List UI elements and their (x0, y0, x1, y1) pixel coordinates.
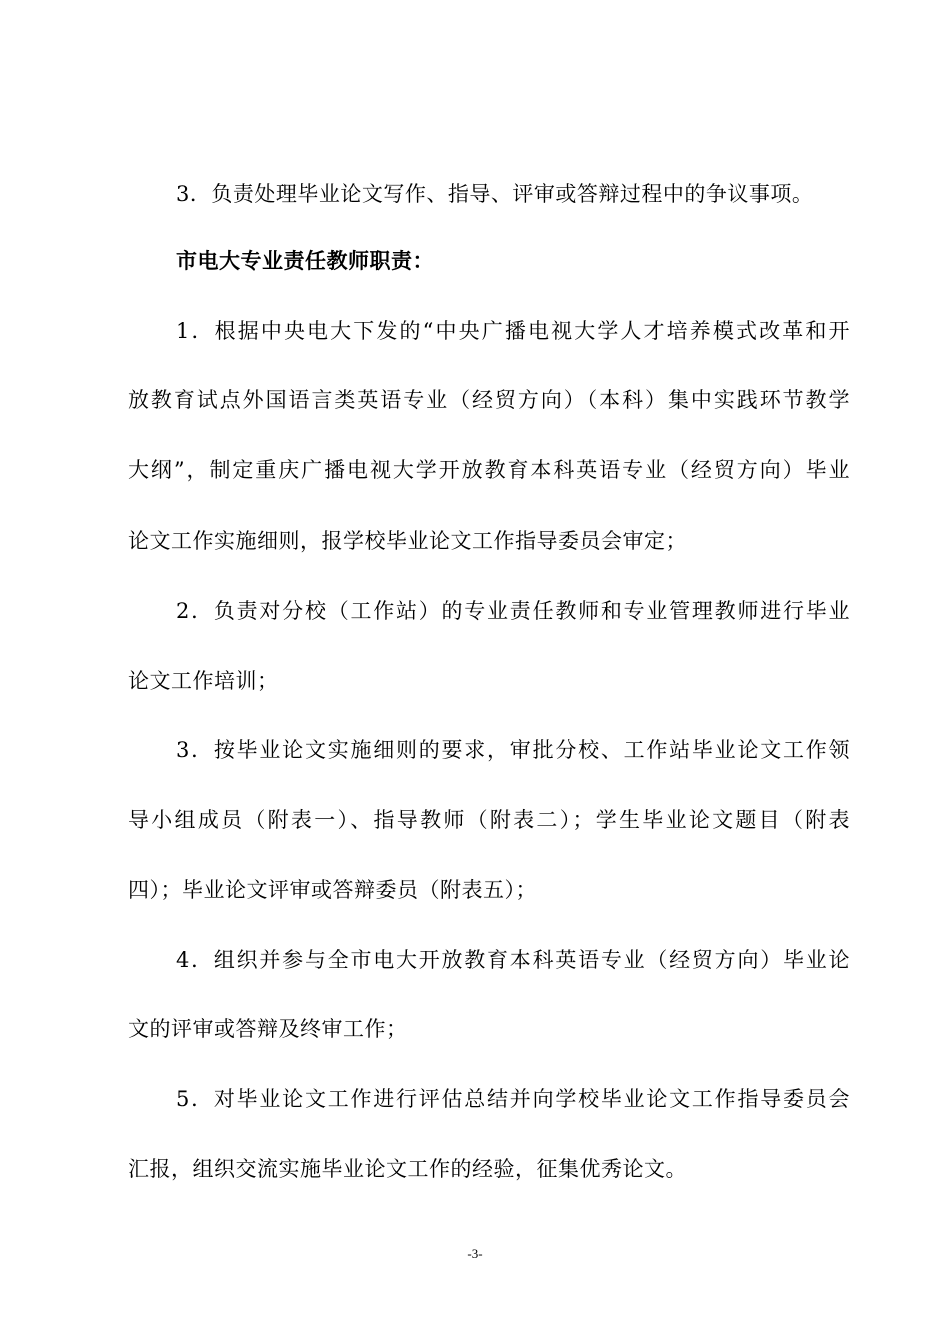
paragraph-line-13: 文的评审或答辩及终审工作； (128, 1017, 408, 1041)
paragraph-line-8: 论文工作培训； (128, 669, 279, 693)
paragraph-line-14: 5．对毕业论文工作进行评估总结并向学校毕业论文工作指导委员会 (176, 1087, 850, 1111)
paragraph-line-12: 4．组织并参与全市电大开放教育本科英语专业（经贸方向）毕业论 (176, 948, 850, 972)
paragraph-line-15: 汇报，组织交流实施毕业论文工作的经验，征集优秀论文。 (128, 1157, 687, 1181)
paragraph-line-1: 3．负责处理毕业论文写作、指导、评审或答辩过程中的争议事项。 (176, 182, 814, 206)
paragraph-line-7: 2．负责对分校（工作站）的专业责任教师和专业管理教师进行毕业 (176, 599, 850, 623)
page-number: -3- (467, 1246, 483, 1261)
paragraph-line-11: 四）；毕业论文评审或答辩委员（附表五）； (128, 878, 537, 902)
paragraph-line-9: 3．按毕业论文实施细则的要求，审批分校、工作站毕业论文工作领 (176, 738, 850, 762)
paragraph-line-5: 大纲”，制定重庆广播电视大学开放教育本科英语专业（经贸方向）毕业 (128, 458, 850, 482)
paragraph-line-4: 放教育试点外国语言类英语专业（经贸方向）（本科）集中实践环节教学 (128, 388, 850, 412)
paragraph-line-3: 1．根据中央电大下发的“中央广播电视大学人才培养模式改革和开 (176, 319, 850, 343)
section-heading: 市电大专业责任教师职责： (176, 248, 434, 273)
paragraph-line-10: 导小组成员（附表一）、指导教师（附表二）；学生毕业论文题目（附表 (128, 808, 850, 832)
paragraph-line-6: 论文工作实施细则，报学校毕业论文工作指导委员会审定； (128, 529, 687, 553)
